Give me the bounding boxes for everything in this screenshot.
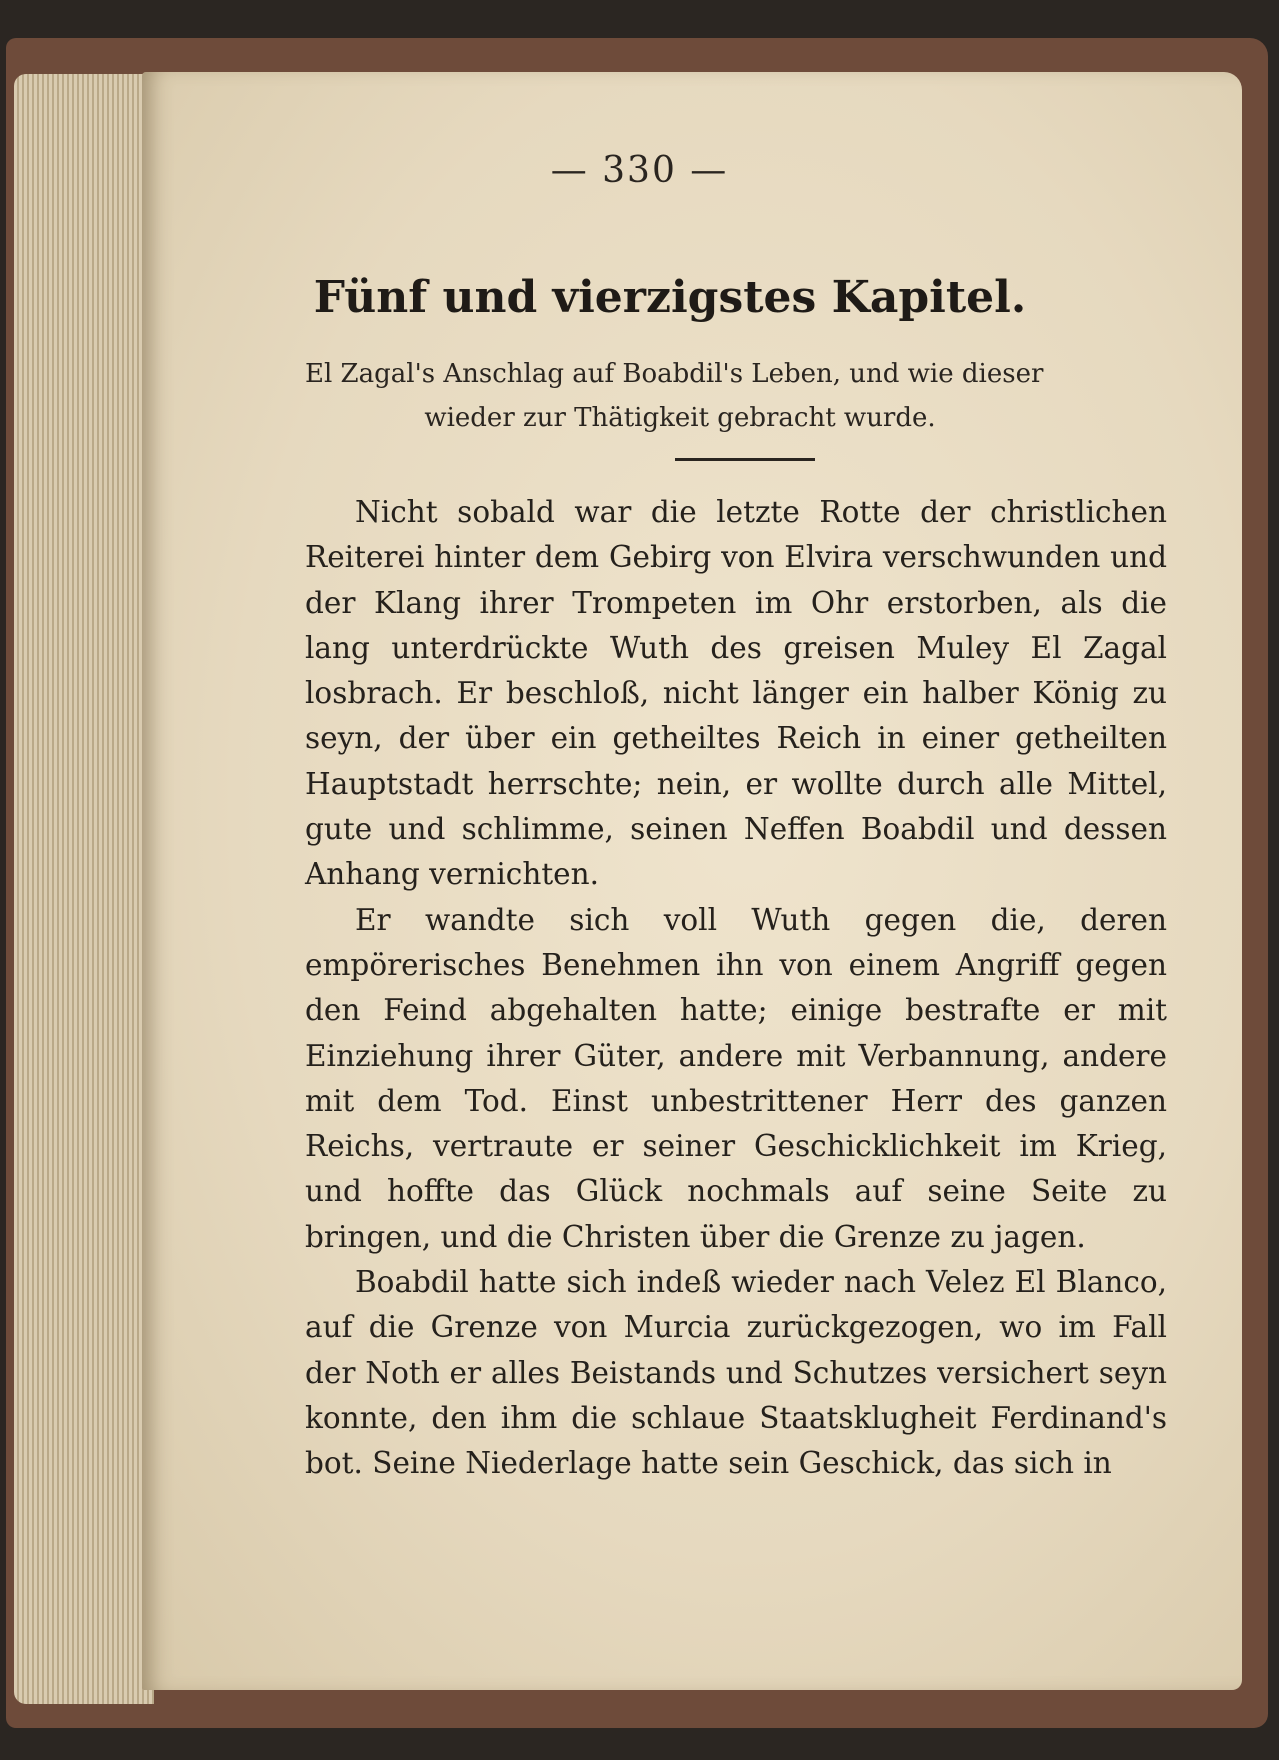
chapter-subtitle	[305, 352, 1165, 440]
subtitle-line-2: wieder zur Thätigkeit gebracht wurde.	[424, 403, 936, 433]
paragraph-3: Boabdil hatte sich indeß wieder nach Velez El Blanco, auf die Grenze von Murcia zurückgezogen, wo im Fall der Noth er alles Beistands und Schutzes versichert seyn konnte, den ihm die schlaue Staatsklugheit Ferdinand's bot. Seine Niederlage hatte sein Geschick, das sich in	[305, 1265, 1167, 1481]
page-edges	[14, 74, 154, 1704]
paragraph-1: Nicht sobald war die letzte Rotte der christlichen Reiterei hinter dem Gebirg von Elvira verschwunden und der Klang ihrer Trompeten im Ohr erstorben, als die lang unterdrückte Wuth des greisen Muley El Zagal losbrach. Er beschloß, nicht länger ein halber König zu seyn, der über ein getheiltes Reich in einer getheilten Hauptstadt herrschte; nein, er wollte durch alle Mittel, gute und schlimme, seinen Neffen Boabdil und dessen Anhang vernichten.	[305, 495, 1167, 892]
paragraph-2: Er wandte sich voll Wuth gegen die, deren empörerisches Benehmen ihn von einem Angriff gegen den Feind abgehalten hatte; einige bestrafte er mit Einziehung ihrer Güter, andere mit Verbannung, andere mit dem Tod. Einst unbestrittener Herr des ganzen Reichs, vertraute er seiner Geschicklichkeit im Krieg, und hoffte das Glück nochmals auf seine Seite zu bringen, und die Christen über die Grenze zu jagen.	[305, 902, 1167, 1254]
subtitle-line-1: El Zagal's Anschlag auf Boabdil's Leben, und wie dieser	[305, 359, 1044, 389]
divider-rule	[675, 458, 815, 461]
chapter-title: Fünf und vierzigstes Kapitel.	[313, 272, 1027, 323]
page-number: — 330 —	[550, 150, 729, 191]
body-text	[305, 490, 1167, 1487]
